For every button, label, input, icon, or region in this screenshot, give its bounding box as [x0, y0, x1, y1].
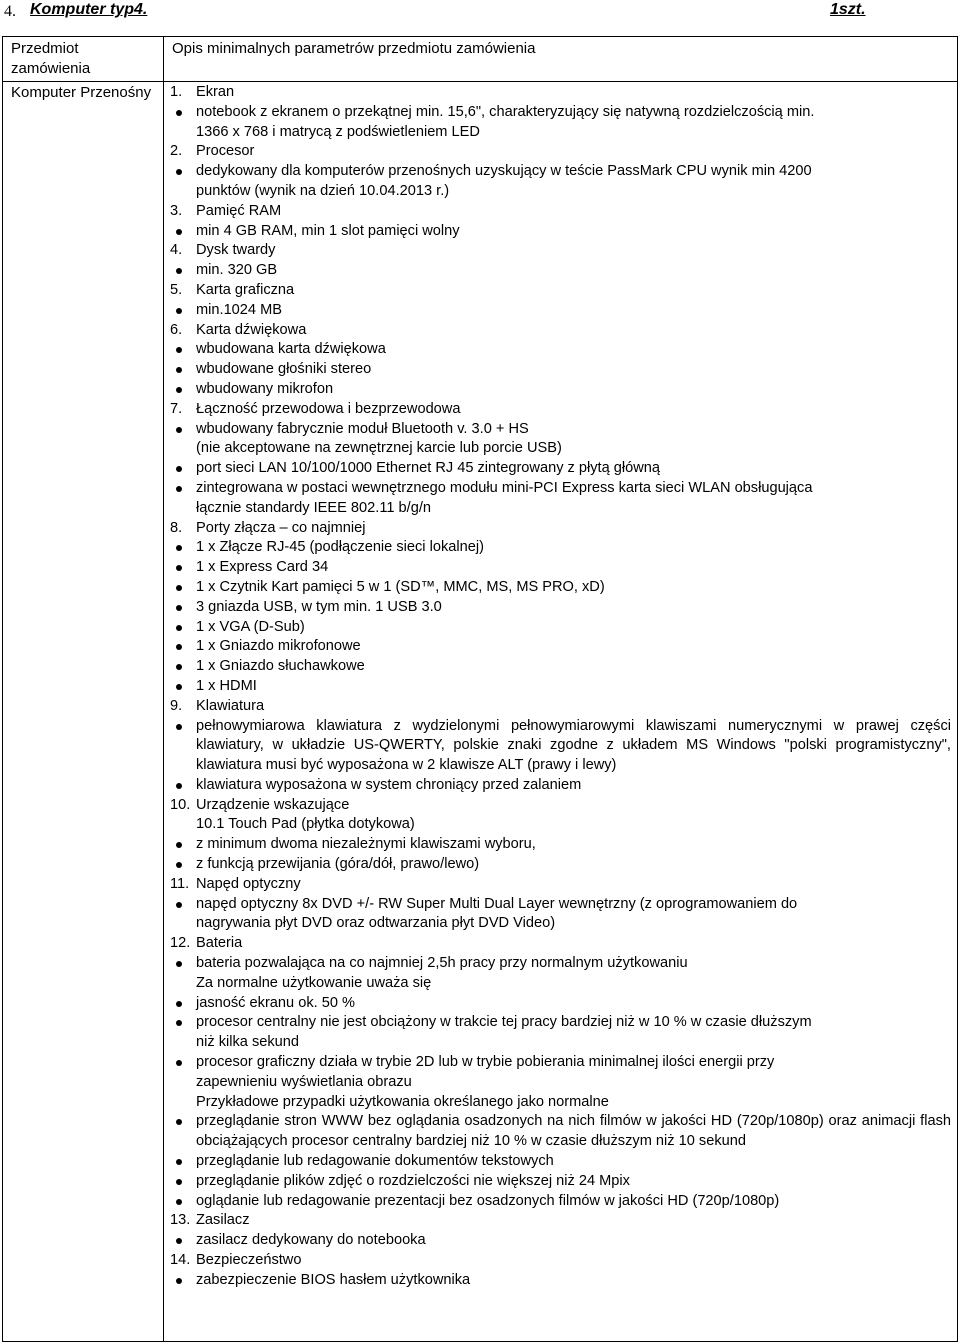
bullet-item: 1 x Gniazdo mikrofonowe — [170, 637, 951, 657]
bullet-item: wbudowana karta dźwiękowa — [170, 340, 951, 360]
item-description-cell — [164, 82, 958, 1342]
section-line — [170, 1251, 951, 1271]
table-row — [3, 82, 958, 1342]
header-right-cell — [164, 37, 958, 82]
bullet-item: przeglądanie stron WWW bez oglądania osadzonych na nich filmów w jakości HD (720p/1080p) oraz animacji flash obciążających procesor centralny bardziej niż 10 % w czasie dłuższym niż 10 sekund — [170, 1112, 951, 1152]
bullet-item: 1 x HDMI — [170, 677, 951, 697]
section-line — [170, 202, 951, 222]
section-number: 6. — [170, 321, 183, 338]
bullet-item: jasność ekranu ok. 50 % — [170, 994, 951, 1014]
section-title: Karta dźwiękowa — [196, 321, 307, 338]
bullet-item: zasilacz dedykowany do notebooka — [170, 1231, 951, 1251]
bullet-item: zabezpieczenie BIOS hasłem użytkownika — [170, 1271, 951, 1291]
section-line — [170, 875, 951, 895]
section-line — [170, 519, 951, 539]
text-line: Za normalne użytkowanie uważa się — [196, 974, 432, 991]
section-number: 8. — [170, 519, 183, 536]
section-title: Bezpieczeństwo — [196, 1252, 302, 1269]
bullet-item: 1 x Złącze RJ-45 (podłączenie sieci lokalnej) — [170, 538, 951, 558]
table-header-row — [3, 37, 958, 82]
section-title: Bateria — [196, 935, 243, 952]
section-number: 13. — [170, 1212, 191, 1229]
section-title: Napęd optyczny — [196, 875, 301, 892]
section-title: Zasilacz — [196, 1212, 250, 1229]
section-number: 2. — [170, 143, 183, 160]
bullet-item: wbudowany mikrofon — [170, 380, 951, 400]
bullet-item: napęd optyczny 8x DVD +/- RW Super Multi Dual Layer wewnętrzny (z oprogramowaniem do — [170, 895, 951, 915]
bullet-item: 1 x VGA (D-Sub) — [170, 618, 951, 638]
item-description — [164, 82, 957, 1291]
bullet-item: pełnowymiarowa klawiatura z wydzielonymi pełnowymiarowymi klawiszami numerycznymi w prawej części klawiatury, w układzie US-QWERTY, polskie znaki zgodne z układem MS Windows "polski programistyczny", klawiatura musi być wyposażona w 2 klawisze ALT (prawy i lewy) — [170, 717, 951, 776]
section-number: 10. — [170, 796, 191, 813]
heading-quantity: 1szt. — [830, 1, 866, 18]
section-title: Porty złącza – co najmniej — [196, 519, 366, 536]
bullet-item: min 4 GB RAM, min 1 slot pamięci wolny — [170, 222, 951, 242]
section-line — [170, 796, 951, 816]
header-right-text: Opis minimalnych parametrów przedmiotu zamówienia — [172, 40, 536, 57]
section-title: Dysk twardy — [196, 242, 276, 259]
bullet-item: przeglądanie plików zdjęć o rozdzielczości nie większej niż 24 Mpix — [170, 1172, 951, 1192]
section-line — [170, 83, 951, 103]
header-left-text: Przedmiot zamówienia — [11, 40, 91, 77]
bullet-item: wbudowane głośniki stereo — [170, 360, 951, 380]
section-line — [170, 281, 951, 301]
section-number: 1. — [170, 84, 183, 100]
bullet-item: 1 x Gniazdo słuchawkowe — [170, 657, 951, 677]
section-number: 11. — [170, 875, 190, 892]
section-line — [170, 321, 951, 341]
section-title: Karta graficzna — [196, 281, 295, 298]
bullet-item: procesor centralny nie jest obciążony w trakcie tej pracy bardziej niż w 10 % w czasie dłuższym — [170, 1013, 951, 1033]
section-number: 5. — [170, 281, 183, 298]
text-line: Przykładowe przypadki użytkowania określanego jako normalne — [196, 1093, 609, 1110]
section-line — [170, 934, 951, 954]
item-name: Komputer Przenośny — [11, 84, 152, 101]
section-number: 9. — [170, 697, 183, 714]
bullet-item: min.1024 MB — [170, 301, 951, 321]
text-line: 1366 x 768 i matrycą z podświetleniem LED — [196, 123, 480, 140]
bullet-item: 1 x Express Card 34 — [170, 558, 951, 578]
bullet-item: procesor graficzny działa w trybie 2D lub w trybie pobierania minimalnej ilości energii przy — [170, 1053, 951, 1073]
heading-title: Komputer typ4. — [30, 1, 148, 18]
section-number: 4. — [170, 242, 183, 259]
section-line — [170, 400, 951, 420]
specification-table — [2, 36, 958, 1342]
section-number: 7. — [170, 400, 183, 417]
bullet-item: bateria pozwalająca na co najmniej 2,5h pracy przy normalnym użytkowaniu — [170, 954, 951, 974]
section-title: Procesor — [196, 143, 255, 160]
text-line: nagrywania płyt DVD oraz odtwarzania płyt DVD Video) — [196, 915, 556, 932]
bullet-item: zintegrowana w postaci wewnętrznego modułu mini-PCI Express karta sieci WLAN obsługująca — [170, 479, 951, 499]
section-line — [170, 142, 951, 162]
bullet-item: dedykowany dla komputerów przenośnych uzyskujący w teście PassMark CPU wynik min 4200 — [170, 162, 951, 182]
bullet-item: wbudowany fabrycznie moduł Bluetooth v. 3.0 + HS — [170, 420, 951, 440]
bullet-item: z minimum dwoma niezależnymi klawiszami wyboru, — [170, 835, 951, 855]
bullet-item: z funkcją przewijania (góra/dół, prawo/lewo) — [170, 855, 951, 875]
heading-number: 4. — [4, 3, 16, 20]
bullet-item: min. 320 GB — [170, 261, 951, 281]
text-line: 10.1 Touch Pad (płytka dotykowa) — [196, 816, 415, 833]
section-number: 3. — [170, 202, 183, 219]
text-line: łącznie standardy IEEE 802.11 b/g/n — [196, 499, 432, 516]
section-line — [170, 1211, 951, 1231]
section-heading — [0, 0, 960, 28]
header-left-cell — [3, 37, 164, 82]
item-name-cell — [3, 82, 164, 1342]
bullet-item: 1 x Czytnik Kart pamięci 5 w 1 (SD™, MMC, MS, MS PRO, xD) — [170, 578, 951, 598]
bullet-item: 3 gniazda USB, w tym min. 1 USB 3.0 — [170, 598, 951, 618]
text-line: zapewnieniu wyświetlania obrazu — [196, 1073, 412, 1090]
bullet-item: notebook z ekranem o przekątnej min. 15,6", charakteryzujący się natywną rozdzielczością min. — [170, 103, 951, 123]
text-line: niż kilka sekund — [196, 1034, 300, 1051]
bullet-item: klawiatura wyposażona w system chroniący przed zalaniem — [170, 776, 951, 796]
section-line — [170, 241, 951, 261]
section-title: Klawiatura — [196, 697, 265, 714]
section-number: 12. — [170, 935, 191, 952]
section-title: Ekran — [196, 84, 235, 100]
text-line: punktów (wynik na dzień 10.04.2013 r.) — [196, 182, 450, 199]
section-number: 14. — [170, 1252, 191, 1269]
text-line: (nie akceptowane na zewnętrznej karcie lub porcie USB) — [196, 440, 562, 457]
bullet-item: oglądanie lub redagowanie prezentacji bez osadzonych filmów w jakości HD (720p/1080p) — [170, 1192, 951, 1212]
section-title: Urządzenie wskazujące — [196, 796, 350, 813]
section-line — [170, 697, 951, 717]
section-title: Łączność przewodowa i bezprzewodowa — [196, 400, 461, 417]
section-title: Pamięć RAM — [196, 202, 282, 219]
bullet-item: przeglądanie lub redagowanie dokumentów tekstowych — [170, 1152, 951, 1172]
bullet-item: port sieci LAN 10/100/1000 Ethernet RJ 45 zintegrowany z płytą główną — [170, 459, 951, 479]
